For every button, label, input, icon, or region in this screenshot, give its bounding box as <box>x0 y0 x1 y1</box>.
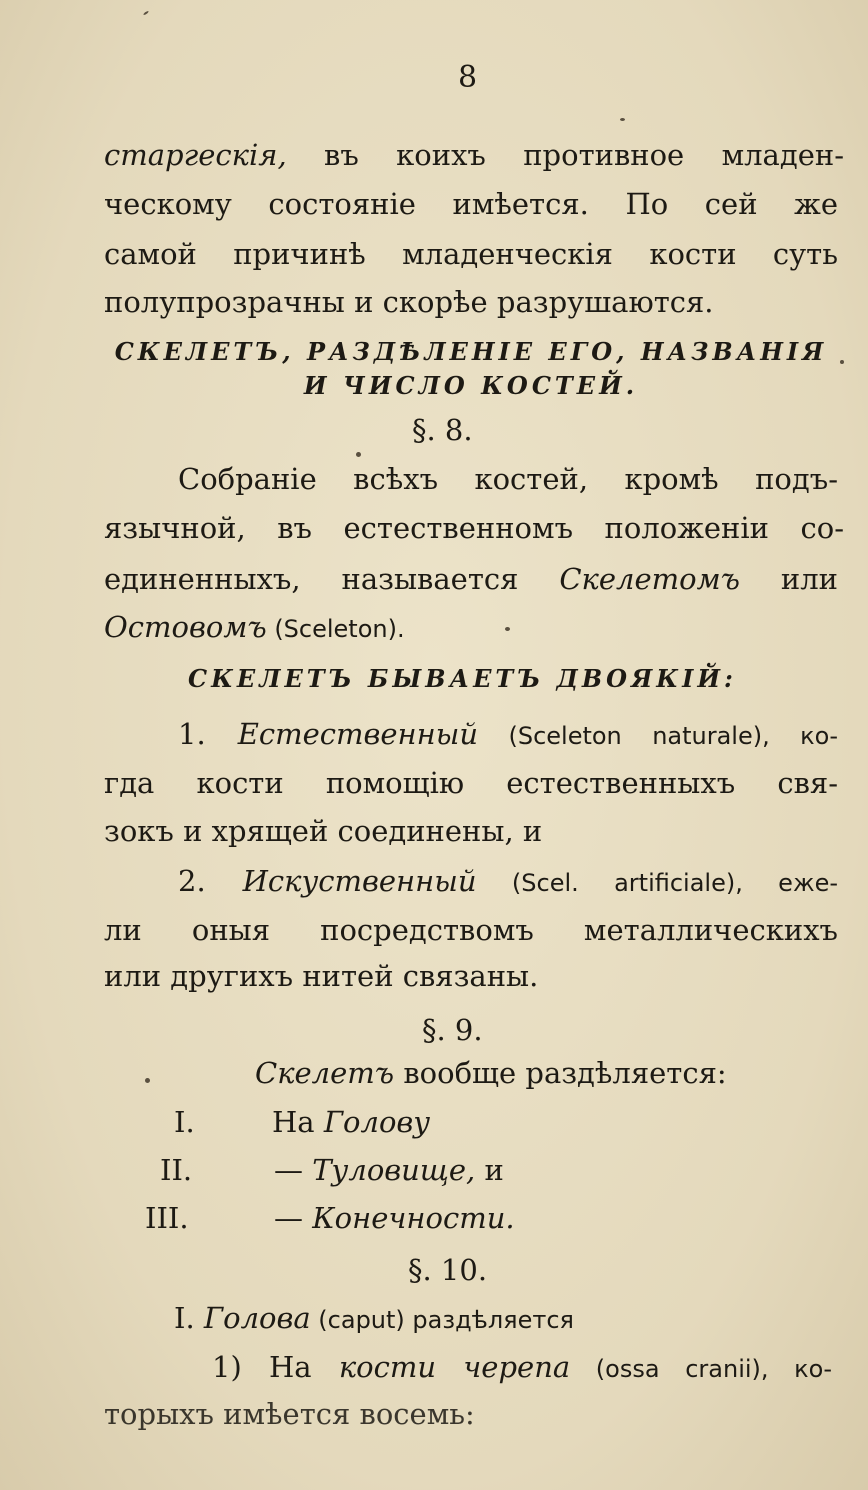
text-latin: (ossa cranii), ко- <box>570 1355 833 1383</box>
text-line-6: язычной, въ естественномъ положеніи со- <box>104 511 844 545</box>
list-item-num: III. <box>145 1201 189 1235</box>
text-line-16 <box>174 1300 574 1338</box>
text-italic: Искуственный <box>242 864 477 898</box>
section-heading-skeleton: СКЕЛЕТЪ, РАЗДѢЛЕНІЕ ЕГО, НАЗВАНІЯ <box>114 337 828 366</box>
list-item-num: II. <box>160 1153 193 1187</box>
paragraph-sign-10: §. 10. <box>408 1253 488 1287</box>
text-line-10: гда кости помощію естественныхъ свя- <box>104 766 838 800</box>
text-latin: (Scel. artificiale), еже- <box>476 869 838 897</box>
text-line-15 <box>255 1055 727 1091</box>
text-line-14: или другихъ нитей связаны. <box>104 959 539 993</box>
paper-speck <box>356 452 361 457</box>
list-item <box>274 1152 504 1188</box>
text-line-7 <box>104 561 838 597</box>
text-line-12 <box>178 863 838 901</box>
text-italic: Скелетомъ <box>559 562 740 596</box>
text-line-2: ческому состояніе имѣется. По сей же <box>104 187 838 221</box>
text-line-17 <box>212 1349 832 1387</box>
text-italic: кости черепа <box>338 1350 571 1384</box>
text-plain: На <box>272 1105 324 1139</box>
text-plain: — <box>274 1153 313 1187</box>
paragraph-sign-9: §. 9. <box>422 1013 483 1047</box>
paper-speck <box>145 1078 150 1083</box>
text-italic: Скелетъ <box>255 1056 395 1090</box>
section-heading-count: И ЧИСЛО КОСТЕЙ. <box>303 371 639 400</box>
text-italic: Естественный <box>237 717 479 751</box>
paper-speck <box>840 360 844 364</box>
text-italic: старгескія, <box>104 138 287 172</box>
list-item <box>272 1104 430 1140</box>
paper-speck <box>620 118 625 121</box>
text-italic: Конечности. <box>312 1201 515 1235</box>
text-line-11: зокъ и хрящей соединены, и <box>104 814 543 848</box>
text-plain: — <box>274 1201 313 1235</box>
text-plain: 2. <box>178 864 243 898</box>
text-line-4: полупрозрачны и скорѣе разрушаются. <box>104 285 714 319</box>
paragraph-sign-8: §. 8. <box>412 413 473 447</box>
text-latin: (Sceleton). <box>266 615 405 643</box>
text-line-3: самой причинѣ младенческія кости суть <box>104 237 838 271</box>
text-line-5: Собраніе всѣхъ костей, кромѣ подъ- <box>178 462 838 496</box>
text-plain: вообще раздѣляется: <box>394 1056 727 1090</box>
text-latin: (Sceleton naturale), ко- <box>478 722 838 750</box>
paper-speck <box>143 10 149 15</box>
text-plain: 1. <box>178 717 238 751</box>
paper-speck <box>505 627 510 631</box>
text-plain: 1) На <box>212 1350 339 1384</box>
page-number: 8 <box>458 60 478 95</box>
text-latin: (caput) раздѣляется <box>310 1306 574 1334</box>
list-item <box>274 1200 515 1236</box>
text-italic: Туловище, <box>312 1153 476 1187</box>
text-plain: и <box>475 1153 504 1187</box>
text-line-9 <box>178 716 838 754</box>
text-italic: Голова <box>203 1301 311 1335</box>
text-line-13: ли оныя посредствомъ металлическихъ <box>104 913 838 947</box>
text-line-18: торыхъ имѣется восемь: <box>104 1397 475 1431</box>
text-line-1 <box>104 137 844 173</box>
text-line-8 <box>104 609 405 647</box>
text-italic: Остовомъ <box>104 610 267 644</box>
text-plain: единенныхъ, называется <box>104 562 560 596</box>
section-heading-kinds: СКЕЛЕТЪ БЫВАЕТЪ ДВОЯКІЙ: <box>188 664 737 693</box>
text-plain: или <box>739 562 838 596</box>
text-italic: Голову <box>323 1105 431 1139</box>
text-plain: въ коихъ противное младен- <box>286 138 844 172</box>
text-plain: I. <box>174 1301 204 1335</box>
list-item-num: I. <box>174 1105 195 1139</box>
